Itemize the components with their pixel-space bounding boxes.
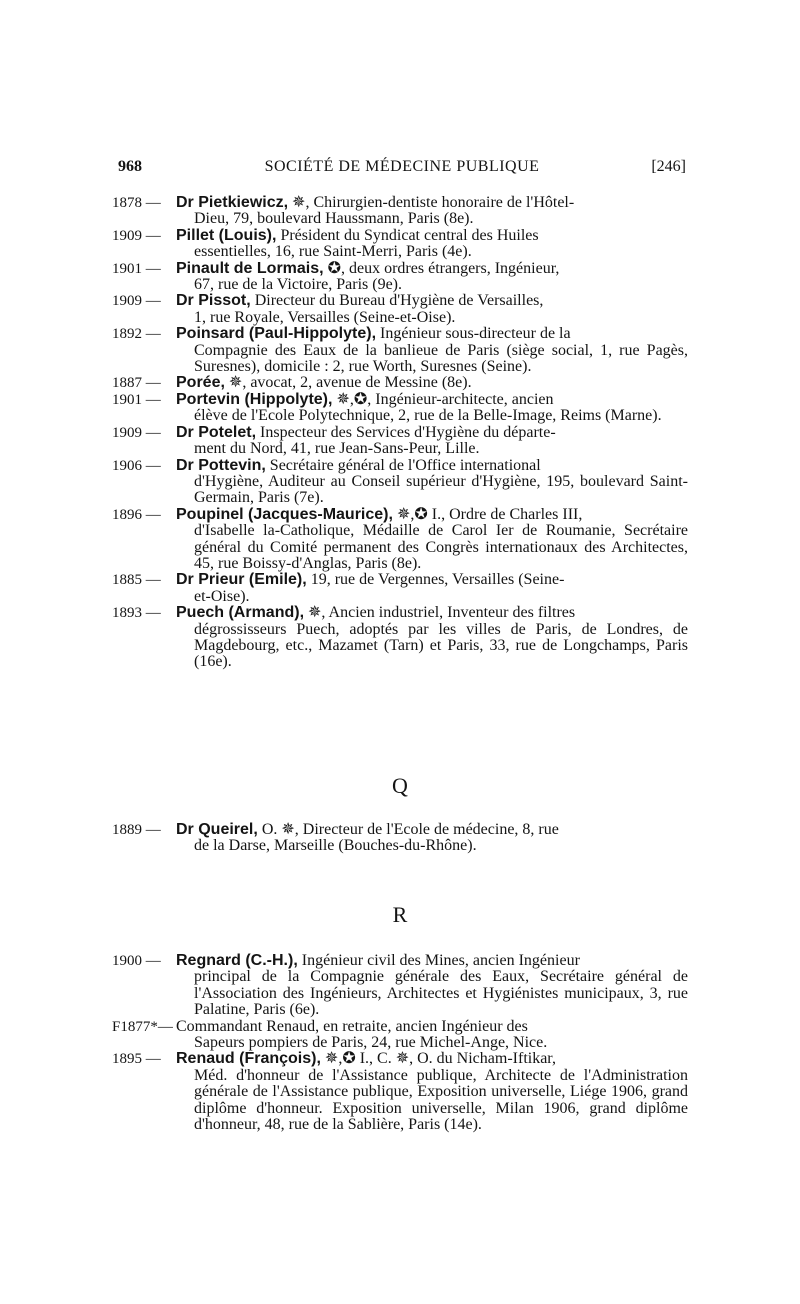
- member-entry: [112, 1051, 688, 1133]
- page-number: 968: [118, 158, 142, 175]
- entry-year: 1887 —: [112, 375, 161, 392]
- member-entry: [112, 572, 688, 605]
- entry-text: ✵,✪ I., C. ✵, O. du Nicham-Iftikar,: [324, 1050, 556, 1068]
- member-entry: [112, 228, 688, 261]
- entry-year: 1896 —: [112, 506, 161, 523]
- entry-continuation: élève de l'Ecole Polytechnique, 2, rue de la Belle-Image, Reims (Marne).: [194, 407, 662, 425]
- member-name: Portevin (Hippolyte),: [176, 390, 333, 408]
- member-name: Dr Pissot,: [176, 292, 251, 310]
- member-entry: [112, 375, 688, 391]
- member-entry: [112, 458, 688, 507]
- member-name: Renaud (François),: [176, 1050, 321, 1068]
- entry-year: 1909 —: [112, 227, 161, 244]
- entry-text: ✵,✪ I., Ordre de Charles III,: [396, 505, 583, 523]
- member-entry: [112, 953, 688, 1019]
- members-list-p: [112, 195, 688, 671]
- entry-text: ✵,✪, Ingénieur-architecte, ancien: [336, 390, 554, 408]
- entry-year: 1889 —: [112, 822, 161, 838]
- entry-year: 1901 —: [112, 391, 161, 408]
- member-name: Regnard (C.-H.),: [176, 952, 298, 969]
- entry-year: 1909 —: [112, 424, 161, 441]
- entry-text: 19, rue de Vergennes, Versailles (Seine-: [310, 571, 565, 589]
- member-entry: [112, 822, 688, 855]
- member-name: Puech (Armand),: [176, 604, 305, 622]
- member-name: Dr Potelet,: [176, 423, 257, 441]
- member-entry: [112, 507, 688, 573]
- member-name: Dr Pietkiewicz,: [176, 194, 289, 211]
- entry-continuation: dégrossisseurs Puech, adoptés par les villes de Paris, de Londres, de Magdebourg, etc., Mazamet (Tarn) et Paris, 33, rue de Longchamps, Paris (16e).: [194, 620, 688, 671]
- entry-year: 1901 —: [112, 260, 161, 277]
- entry-text: Secrétaire général de l'Office international: [269, 456, 541, 474]
- entry-year: 1900 —: [112, 953, 161, 969]
- entry-continuation: principal de la Compagnie générale des Eaux, Secrétaire général de l'Association des Ingénieurs, Architectes et Hygiénistes municipaux, 3, rue Palatine, Paris (6e).: [194, 968, 688, 1019]
- member-entry: [112, 605, 688, 671]
- entry-continuation: de la Darse, Marseille (Bouches-du-Rhône).: [194, 837, 477, 855]
- members-list-q: [112, 822, 688, 855]
- member-entry: [112, 195, 688, 228]
- member-name: Pillet (Louis),: [176, 226, 277, 244]
- member-name: Poupinel (Jacques-Maurice),: [176, 505, 393, 523]
- entry-continuation: d'Isabelle la-Catholique, Médaille de Carol Ier de Roumanie, Secrétaire général du Comité permanent des Congrès internationaux des Architectes, 45, rue Boissy-d'Anglas, Paris (8e).: [194, 522, 688, 572]
- member-entry: [112, 1019, 688, 1052]
- page-title: SOCIÉTÉ DE MÉDECINE PUBLIQUE: [264, 158, 540, 175]
- running-header: [118, 158, 686, 182]
- member-name: Dr Queirel,: [176, 821, 258, 838]
- entry-year: 1909 —: [112, 293, 161, 310]
- entry-continuation: et-Oise).: [194, 587, 250, 605]
- member-entry: [112, 326, 688, 375]
- entry-text: ✪, deux ordres étrangers, Ingénieur,: [327, 259, 560, 277]
- member-name: Porée,: [176, 374, 225, 392]
- member-entry: [112, 293, 688, 326]
- entry-year: 1895 —: [112, 1051, 161, 1068]
- member-name: Poinsard (Paul-Hippolyte),: [176, 325, 377, 343]
- entry-year: 1878 —: [112, 195, 161, 211]
- entry-text: ✵, avocat, 2, avenue de Messine (8e).: [228, 374, 472, 392]
- entry-text: O. ✵, Directeur de l'Ecole de médecine, 8, rue: [261, 821, 559, 838]
- entry-continuation: 1, rue Royale, Versailles (Seine-et-Oise).: [194, 308, 456, 326]
- member-name: Pinault de Lormais,: [176, 259, 324, 277]
- page-bracket-ref: [246]: [651, 158, 686, 175]
- member-name: Dr Prieur (Emile),: [176, 571, 307, 589]
- members-list-r: [112, 953, 688, 1133]
- entry-text: Président du Syndicat central des Huiles: [280, 226, 539, 244]
- entry-continuation: 67, rue de la Victoire, Paris (9e).: [194, 276, 403, 294]
- entry-text: Ingénieur sous-directeur de la: [380, 325, 571, 343]
- entry-text: Ingénieur civil des Mines, ancien Ingénieur: [301, 952, 580, 969]
- entry-continuation: d'Hygiène, Auditeur au Conseil supérieur d'Hygiène, 195, boulevard Saint-Germain, Paris (7e).: [194, 472, 688, 507]
- section-letter-q: Q: [392, 773, 408, 798]
- entry-year: 1892 —: [112, 326, 161, 343]
- entry-continuation: Compagnie des Eaux de la banlieue de Paris (siège social, 1, rue Pagès, Suresnes), domicile : 2, rue Worth, Suresnes (Seine).: [194, 341, 688, 376]
- entry-continuation: Méd. d'honneur de l'Assistance publique, Architecte de l'Administration générale de l'Assistance publique, Exposition universelle, Liége 1906, grand diplôme d'honneur. Exposition universelle, Milan 1906, grand diplôme d'honneur, 48, rue de la Sablière, Paris (14e).: [194, 1066, 688, 1134]
- entry-text: Commandant Renaud, en retraite, ancien Ingénieur des: [176, 1017, 528, 1035]
- member-entry: [112, 425, 688, 458]
- member-entry: [112, 261, 688, 294]
- entry-continuation: Sapeurs pompiers de Paris, 24, rue Michel-Ange, Nice.: [194, 1034, 548, 1052]
- member-name: Dr Pottevin,: [176, 456, 266, 474]
- entry-year: 1906 —: [112, 457, 161, 474]
- entry-text: ✵, Ancien industriel, Inventeur des filtres: [308, 604, 576, 622]
- entry-text: Inspecteur des Services d'Hygiène du départe-: [260, 423, 556, 441]
- entry-year: 1885 —: [112, 572, 161, 589]
- entry-year: 1893 —: [112, 605, 161, 622]
- entry-continuation: ment du Nord, 41, rue Jean-Sans-Peur, Lille.: [194, 440, 480, 458]
- entry-year: F1877*—: [112, 1018, 173, 1035]
- entry-text: ✵, Chirurgien-dentiste honoraire de l'Hôtel-: [292, 194, 575, 211]
- member-entry: [112, 392, 688, 425]
- entry-continuation: essentielles, 16, rue Saint-Merri, Paris (4e).: [194, 243, 472, 261]
- section-letter-r: R: [392, 902, 408, 927]
- entry-continuation: Dieu, 79, boulevard Haussmann, Paris (8e).: [194, 210, 474, 228]
- entry-text: Directeur du Bureau d'Hygiène de Versailles,: [254, 292, 544, 310]
